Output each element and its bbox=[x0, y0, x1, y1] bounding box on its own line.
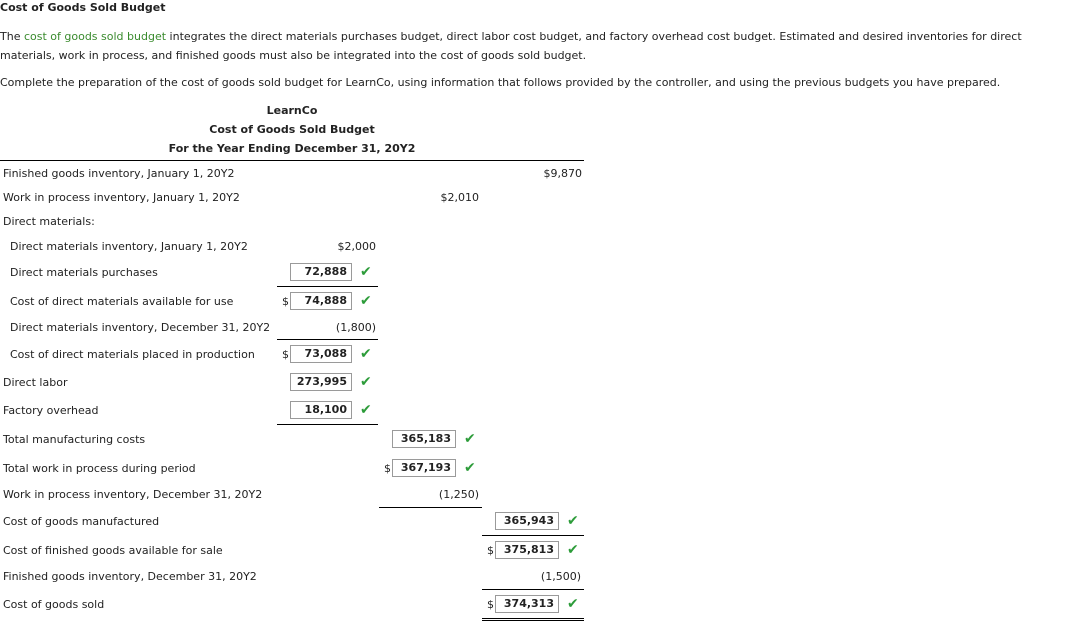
dm-purchases-label: Direct materials purchases bbox=[10, 266, 158, 279]
subtotal-rule bbox=[277, 424, 378, 425]
page-title: Cost of Goods Sold Budget bbox=[0, 1, 166, 14]
wip-begin-value: $2,010 bbox=[440, 191, 479, 204]
cogs-dollar: $ bbox=[487, 598, 494, 611]
dm-placed-input[interactable]: 73,088 bbox=[290, 345, 352, 363]
direct-labor-label: Direct labor bbox=[3, 376, 68, 389]
dm-available-input[interactable]: 74,888 bbox=[290, 292, 352, 310]
wip-end-label: Work in process inventory, December 31, 20Y2 bbox=[3, 488, 263, 501]
cogs-budget-link[interactable]: cost of goods sold budget bbox=[23, 30, 167, 43]
check-icon: ✔ bbox=[567, 513, 579, 529]
total-double-rule bbox=[482, 620, 584, 621]
intro-post: integrates the direct materials purchases budget, direct labor cost budget, and factory overhead cost budget. Estimated and desired inventories for direct materials, work in process, and finished goods must also be integrated into the cost of goods sold budget. bbox=[0, 30, 1022, 62]
dm-placed-dollar: $ bbox=[282, 348, 289, 361]
factory-overhead-input[interactable]: 18,100 bbox=[290, 401, 352, 419]
dm-header-label: Direct materials: bbox=[3, 215, 95, 228]
fg-end-label: Finished goods inventory, December 31, 20Y2 bbox=[3, 570, 257, 583]
total-mfg-label: Total manufacturing costs bbox=[3, 433, 146, 446]
total-wip-label: Total work in process during period bbox=[3, 462, 196, 475]
direct-labor-input[interactable]: 273,995 bbox=[290, 373, 352, 391]
dm-purchases-input[interactable]: 72,888 bbox=[290, 263, 352, 281]
statement-name: Cost of Goods Sold Budget bbox=[209, 123, 375, 136]
fg-end-value: (1,500) bbox=[540, 570, 581, 583]
check-icon: ✔ bbox=[360, 374, 372, 390]
subtotal-rule bbox=[277, 339, 378, 340]
fg-begin-value: $9,870 bbox=[543, 167, 582, 180]
table-top-rule bbox=[0, 160, 584, 161]
wip-end-value: (1,250) bbox=[438, 488, 479, 501]
check-icon: ✔ bbox=[360, 402, 372, 418]
check-icon: ✔ bbox=[360, 264, 372, 280]
fg-available-dollar: $ bbox=[487, 544, 494, 557]
intro-pre: The bbox=[0, 30, 24, 43]
dm-end-label: Direct materials inventory, December 31, 20Y2 bbox=[10, 321, 271, 334]
subtotal-rule bbox=[379, 507, 482, 508]
cogs-input[interactable]: 374,313 bbox=[495, 595, 559, 613]
total-wip-input[interactable]: 367,193 bbox=[392, 459, 456, 477]
dm-available-label: Cost of direct materials available for use bbox=[10, 295, 234, 308]
factory-overhead-label: Factory overhead bbox=[3, 404, 99, 417]
dm-end-value: (1,800) bbox=[335, 321, 376, 334]
dm-available-dollar: $ bbox=[282, 295, 289, 308]
cogs-label: Cost of goods sold bbox=[3, 598, 105, 611]
dm-begin-value: $2,000 bbox=[337, 240, 376, 253]
check-icon: ✔ bbox=[567, 596, 579, 612]
check-icon: ✔ bbox=[567, 542, 579, 558]
fg-available-input[interactable]: 375,813 bbox=[495, 541, 559, 559]
company-name: LearnCo bbox=[266, 104, 318, 117]
cogm-input[interactable]: 365,943 bbox=[495, 512, 559, 530]
check-icon: ✔ bbox=[360, 346, 372, 362]
dm-placed-label: Cost of direct materials placed in production bbox=[10, 348, 255, 361]
instruction-text: Complete the preparation of the cost of goods sold budget for LearnCo, using information that follows provided by the controller, and using the previous budgets you have prepared. bbox=[0, 76, 1001, 89]
check-icon: ✔ bbox=[360, 293, 372, 309]
fg-begin-label: Finished goods inventory, January 1, 20Y2 bbox=[3, 167, 235, 180]
fg-available-label: Cost of finished goods available for sale bbox=[3, 544, 223, 557]
cogm-label: Cost of goods manufactured bbox=[3, 515, 160, 528]
subtotal-rule bbox=[277, 286, 378, 287]
subtotal-rule bbox=[482, 589, 584, 590]
total-double-rule bbox=[482, 618, 584, 619]
total-wip-dollar: $ bbox=[384, 462, 391, 475]
check-icon: ✔ bbox=[464, 431, 476, 447]
subtotal-rule bbox=[482, 535, 584, 536]
intro-paragraph bbox=[0, 27, 1065, 65]
wip-begin-label: Work in process inventory, January 1, 20Y2 bbox=[3, 191, 240, 204]
check-icon: ✔ bbox=[464, 460, 476, 476]
dm-begin-label: Direct materials inventory, January 1, 20Y2 bbox=[10, 240, 248, 253]
statement-period: For the Year Ending December 31, 20Y2 bbox=[168, 142, 416, 155]
total-mfg-input[interactable]: 365,183 bbox=[392, 430, 456, 448]
